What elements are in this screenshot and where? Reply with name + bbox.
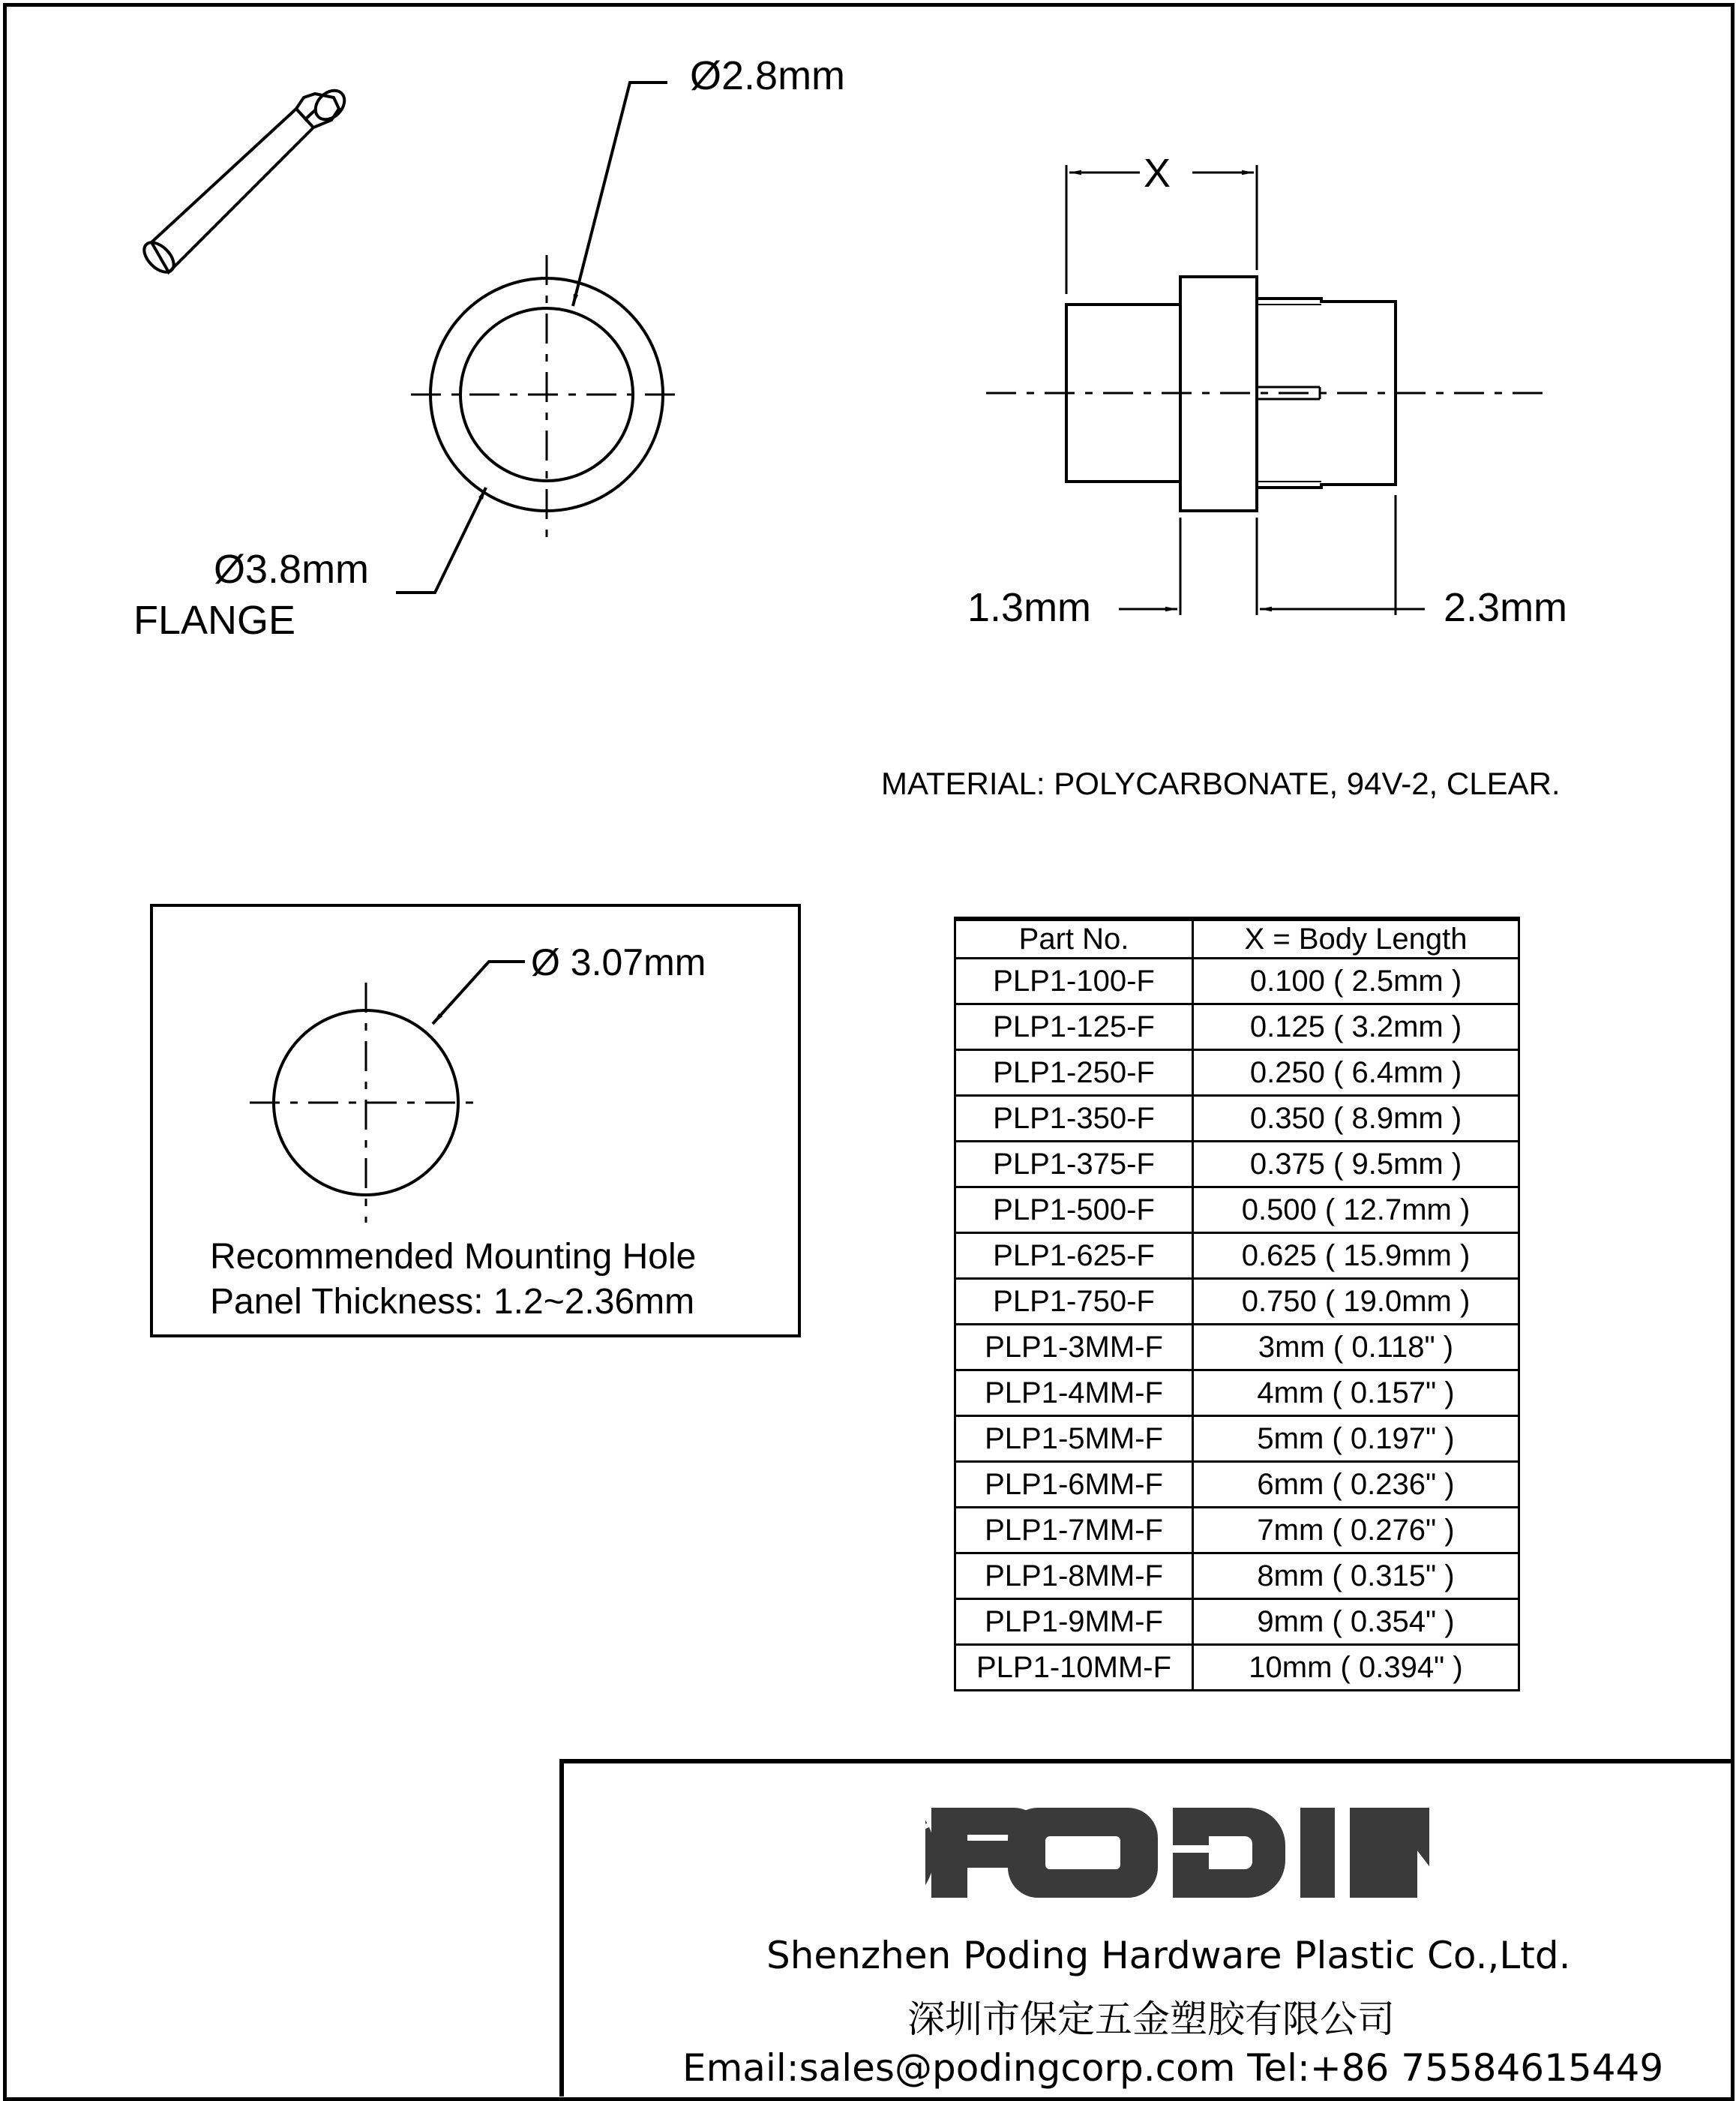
poding-logo-g xyxy=(925,1793,1465,1913)
part-number: PLP1-9MM-F xyxy=(955,1599,1193,1645)
body-length: 7mm ( 0.276" ) xyxy=(1193,1508,1519,1553)
body-length: 0.750 ( 19.0mm ) xyxy=(1193,1279,1519,1325)
table-row xyxy=(955,1279,1519,1325)
body-length: 9mm ( 0.354" ) xyxy=(1193,1599,1519,1645)
isometric-view xyxy=(139,85,350,278)
contact-info: Email:sales@podingcorp.com Tel:+86 75584615449 xyxy=(682,2046,1664,2090)
body-length: 0.250 ( 6.4mm ) xyxy=(1193,1050,1519,1096)
flange-thickness-label: 1.3mm xyxy=(967,585,1092,630)
flange-diameter-label: Ø3.8mm xyxy=(214,547,370,592)
part-number: PLP1-7MM-F xyxy=(955,1508,1193,1553)
body-length: 8mm ( 0.315" ) xyxy=(1193,1553,1519,1599)
body-length: 0.375 ( 9.5mm ) xyxy=(1193,1142,1519,1187)
table-row xyxy=(955,1233,1519,1279)
table-row xyxy=(955,1142,1519,1187)
flange-label: FLANGE xyxy=(133,598,296,643)
part-number: PLP1-4MM-F xyxy=(955,1370,1193,1416)
body-length: 5mm ( 0.197" ) xyxy=(1193,1416,1519,1462)
table-row xyxy=(955,1187,1519,1233)
part-number: PLP1-375-F xyxy=(955,1142,1193,1187)
body-length: 0.100 ( 2.5mm ) xyxy=(1193,959,1519,1004)
table-row xyxy=(955,1050,1519,1096)
part-number: PLP1-8MM-F xyxy=(955,1553,1193,1599)
table-row xyxy=(955,1462,1519,1508)
part-number-table xyxy=(954,917,1520,1691)
part-number: PLP1-10MM-F xyxy=(955,1645,1193,1691)
table-row xyxy=(955,1553,1519,1599)
mounting-hole-text: Recommended Mounting Hole xyxy=(210,1237,697,1277)
table-row xyxy=(955,1508,1519,1553)
part-number: PLP1-5MM-F xyxy=(955,1416,1193,1462)
table-header-row xyxy=(955,919,1519,959)
side-view xyxy=(986,165,1549,615)
body-length: 4mm ( 0.157" ) xyxy=(1193,1370,1519,1416)
hole-diameter-label: Ø 3.07mm xyxy=(531,941,706,983)
body-length: 0.625 ( 15.9mm ) xyxy=(1193,1233,1519,1279)
table-row xyxy=(955,1645,1519,1691)
body-length: 6mm ( 0.236" ) xyxy=(1193,1462,1519,1508)
part-number: PLP1-125-F xyxy=(955,1004,1193,1050)
material-note: MATERIAL: POLYCARBONATE, 94V-2, CLEAR. xyxy=(881,766,1561,801)
table-row xyxy=(955,959,1519,1004)
body-length: 3mm ( 0.118" ) xyxy=(1193,1325,1519,1370)
lens-diameter-label: Ø2.8mm xyxy=(690,53,846,98)
tail-length-label: 2.3mm xyxy=(1444,585,1568,630)
front-view xyxy=(396,83,682,593)
part-number: PLP1-350-F xyxy=(955,1096,1193,1142)
part-number: PLP1-625-F xyxy=(955,1233,1193,1279)
part-number: PLP1-100-F xyxy=(955,959,1193,1004)
body-length: 0.350 ( 8.9mm ) xyxy=(1193,1096,1519,1142)
table-row xyxy=(955,1370,1519,1416)
part-number: PLP1-500-F xyxy=(955,1187,1193,1233)
panel-thickness-text: Panel Thickness: 1.2~2.36mm xyxy=(210,1282,695,1322)
table-row xyxy=(955,1096,1519,1142)
part-number: PLP1-3MM-F xyxy=(955,1325,1193,1370)
body-length-x-label: X xyxy=(1144,151,1171,196)
body-length: 0.500 ( 12.7mm ) xyxy=(1193,1187,1519,1233)
company-name-english: Shenzhen Poding Hardware Plastic Co.,Ltd. xyxy=(766,1934,1571,1977)
body-length: 0.125 ( 3.2mm ) xyxy=(1193,1004,1519,1050)
body-length: 10mm ( 0.394" ) xyxy=(1193,1645,1519,1691)
part-number: PLP1-250-F xyxy=(955,1050,1193,1096)
table-row xyxy=(955,1416,1519,1462)
part-number: PLP1-750-F xyxy=(955,1279,1193,1325)
table-row xyxy=(955,1325,1519,1370)
header-body-length: X = Body Length xyxy=(1193,919,1519,959)
header-part-no: Part No. xyxy=(955,919,1193,959)
company-name-chinese: 深圳市保定五金塑胶有限公司 xyxy=(907,1997,1395,2041)
table-row xyxy=(955,1004,1519,1050)
part-number: PLP1-6MM-F xyxy=(955,1462,1193,1508)
table-row xyxy=(955,1599,1519,1645)
